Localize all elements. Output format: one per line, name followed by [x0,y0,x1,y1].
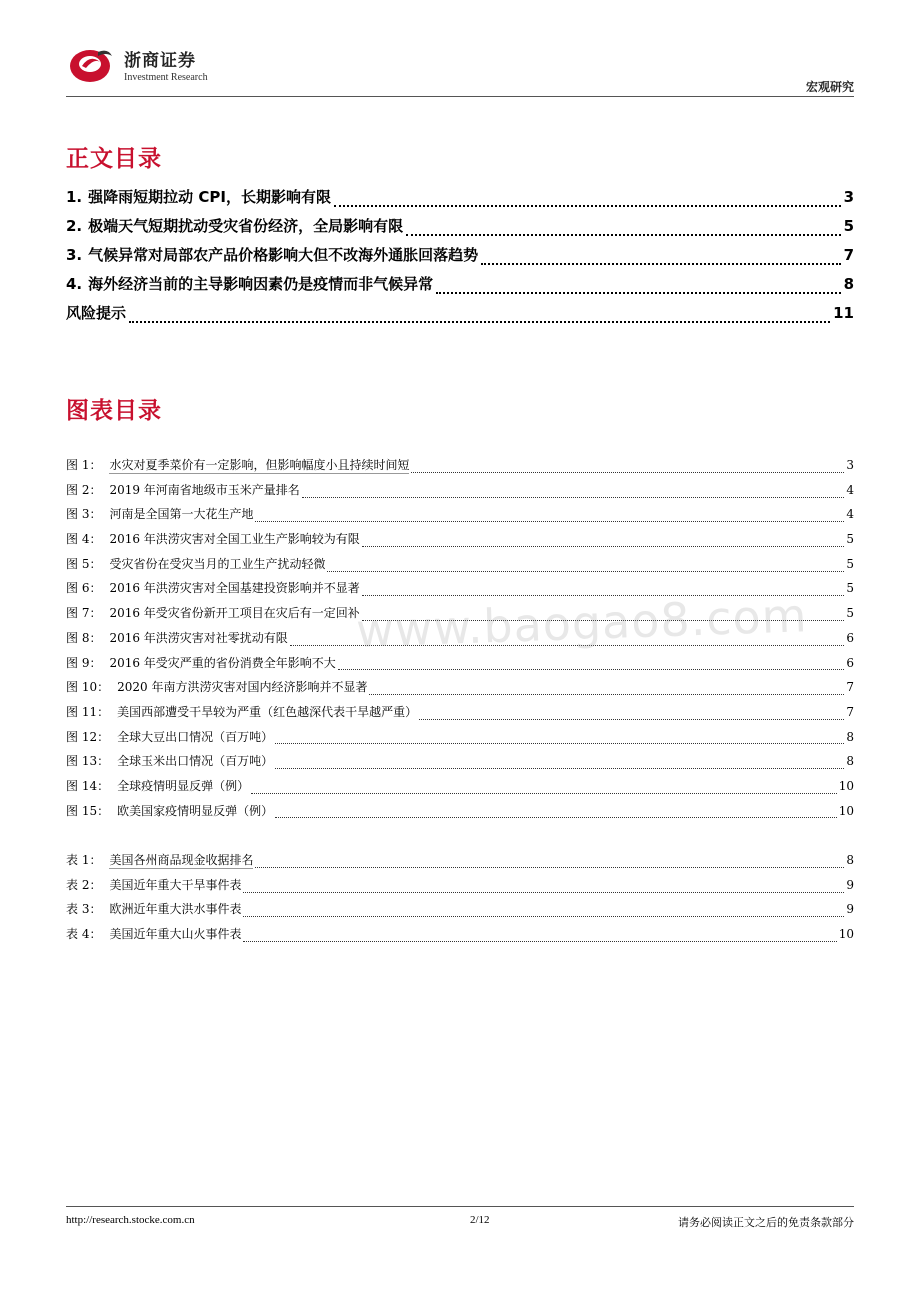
figure-entry-page: 6 [846,630,854,645]
figure-entry-label: 图 9： [66,655,102,670]
figure-entry-label: 图 8： [66,630,102,645]
watermark: www.baogao8.com [355,588,809,658]
figure-entry[interactable] [66,530,854,555]
figure-entry[interactable] [66,728,854,753]
toc-entry[interactable] [66,215,854,244]
toc-dot-leader [327,563,844,572]
figure-entry-title: 2016 年受灾省份新开工项目在灾后有一定回补 [109,606,360,621]
toc-entry-number: 3. [66,246,83,264]
figure-entry-label: 图 12： [66,729,110,744]
table-entry-title: 欧洲近年重大洪水事件表 [109,902,242,917]
footer-disclaimer-note: 请务必阅读正文之后的免责条款部分 [678,1216,854,1229]
header-divider [66,96,854,97]
figure-entry[interactable] [66,481,854,506]
figure-entry[interactable] [66,456,854,481]
figure-entry-label: 图 15： [66,803,110,818]
table-entry[interactable] [66,900,854,925]
toc-dot-leader [411,464,844,473]
figure-entry-page: 7 [846,704,854,719]
logo-text-en: Investment Research [124,72,208,83]
toc-dot-leader [255,859,844,868]
figure-entry-title: 2016 年洪涝灾害对全国基建投资影响并不显著 [109,581,360,596]
toc-entry[interactable] [66,244,854,273]
main-toc-list [66,186,854,331]
table-list [66,851,854,950]
toc-entry-page: 11 [833,304,854,322]
logo-text-cn: 浙商证券 [124,51,196,71]
toc-dot-leader [481,253,840,265]
toc-entry[interactable] [66,302,854,331]
figure-entry-page: 3 [846,458,854,472]
footer-page-number: 2/12 [470,1214,490,1226]
toc-dot-leader [362,538,845,547]
figure-entry-title: 2016 年受灾严重的省份消费全年影响不大 [109,655,336,670]
figure-entry-title: 2019 年河南省地级市玉米产量排名 [109,482,300,497]
toc-dot-leader [243,933,836,942]
figure-entry[interactable] [66,802,854,827]
figure-entry-page: 4 [846,507,854,522]
figure-entry-page: 6 [846,655,854,670]
toc-entry-page: 3 [843,188,854,206]
toc-dot-leader [436,282,840,294]
figure-entry-page: 7 [846,680,854,695]
table-entry-page: 8 [846,853,854,867]
figure-entry-title: 2016 年洪涝灾害对全国工业生产影响较为有限 [109,532,360,547]
table-entry-label: 表 1： [66,853,102,867]
table-entry-page: 9 [846,902,854,917]
figure-entry-label: 图 4： [66,532,102,547]
toc-entry-number: 1. [66,188,83,206]
toc-entry-title: 强降雨短期拉动 CPI，长期影响有限 [88,188,331,206]
toc-dot-leader [302,489,845,498]
figure-entry-page: 4 [846,482,854,497]
table-entry-title: 美国近年重大山火事件表 [109,927,242,942]
main-toc-heading: 正文目录 [66,146,162,172]
figure-entry-label: 图 2： [66,482,102,497]
company-logo [66,40,206,92]
toc-dot-leader [406,224,840,236]
toc-dot-leader [243,908,844,917]
figure-entry[interactable] [66,678,854,703]
toc-entry-page: 5 [843,217,854,235]
table-entry-page: 10 [838,927,854,942]
table-entry[interactable] [66,925,854,950]
toc-entry-title: 极端天气短期扰动受灾省份经济，全局影响有限 [88,217,404,235]
figure-toc-heading: 图表目录 [66,398,162,424]
table-entry-label: 表 3： [66,902,102,917]
figure-entry[interactable] [66,777,854,802]
toc-entry-page: 7 [843,246,854,264]
figure-entry-page: 5 [846,581,854,596]
figure-entry-page: 8 [846,754,854,769]
figure-entry-title: 受灾省份在受灾当月的工业生产扰动轻微 [109,556,326,571]
figure-entry-title: 美国西部遭受干旱较为严重（红色越深代表干旱越严重） [117,704,418,719]
toc-entry-number: 2. [66,217,83,235]
figure-entry-label: 图 13： [66,754,110,769]
figure-entry-page: 5 [846,532,854,547]
figure-entry-label: 图 7： [66,606,102,621]
figure-entry-label: 图 11： [66,704,110,719]
figure-entry-title: 2016 年洪涝灾害对社零扰动有限 [109,630,288,645]
toc-dot-leader [275,735,844,744]
toc-dot-leader [243,884,844,893]
toc-entry-title: 海外经济当前的主导影响因素仍是疫情而非气候异常 [88,275,434,293]
figure-entry-title: 欧美国家疫情明显反弹（例） [117,803,274,818]
figure-entry-title: 全球玉米出口情况（百万吨） [117,754,274,769]
toc-dot-leader [251,785,837,794]
toc-dot-leader [255,513,844,522]
footer-url[interactable]: http://research.stocke.com.cn [66,1214,195,1226]
table-entry[interactable] [66,851,854,876]
toc-dot-leader [275,760,844,769]
figure-entry-label: 图 3： [66,507,102,522]
table-entry-label: 表 2： [66,877,102,892]
logo-mark-icon [68,44,116,84]
toc-dot-leader [275,809,837,818]
toc-entry[interactable] [66,186,854,215]
table-entry-page: 9 [846,877,854,892]
toc-dot-leader [369,686,844,695]
table-entry-title: 美国近年重大干旱事件表 [109,877,242,892]
section-label: 宏观研究 [805,80,854,94]
figure-entry-title: 河南是全国第一大花生产地 [109,507,254,522]
figure-entry[interactable] [66,703,854,728]
toc-entry-page: 8 [843,275,854,293]
toc-entry-title: 风险提示 [66,304,127,322]
toc-dot-leader [334,195,841,207]
toc-entry[interactable] [66,273,854,302]
figure-entry[interactable] [66,752,854,777]
figure-entry-page: 5 [846,606,854,621]
footer-divider [66,1206,854,1207]
toc-dot-leader [338,661,845,670]
figure-entry-label: 图 1： [66,458,102,472]
figure-entry-label: 图 5： [66,556,102,571]
figure-entry-label: 图 14： [66,778,110,793]
figure-entry-page: 5 [846,556,854,571]
figure-entry-label: 图 6： [66,581,102,596]
figure-entry-title: 水灾对夏季菜价有一定影响，但影响幅度小且持续时间短 [109,458,410,472]
toc-entry-number: 4. [66,275,83,293]
figure-entry-page: 10 [838,778,854,793]
table-entry-title: 美国各州商品现金收据排名 [109,853,254,867]
figure-entry-page: 10 [838,803,854,818]
page-header [66,40,854,98]
toc-dot-leader [129,311,830,323]
toc-dot-leader [419,711,844,720]
toc-entry-title: 气候异常对局部农产品价格影响大但不改海外通胀回落趋势 [88,246,479,264]
table-entry-label: 表 4： [66,927,102,942]
figure-entry[interactable] [66,654,854,679]
table-entry[interactable] [66,876,854,901]
figure-entry-title: 全球大豆出口情况（百万吨） [117,729,274,744]
figure-entry[interactable] [66,505,854,530]
figure-entry-label: 图 10： [66,680,110,695]
figure-entry-title: 2020 年南方洪涝灾害对国内经济影响并不显著 [117,680,368,695]
figure-entry[interactable] [66,555,854,580]
figure-entry-page: 8 [846,729,854,744]
figure-entry-title: 全球疫情明显反弹（例） [117,778,250,793]
